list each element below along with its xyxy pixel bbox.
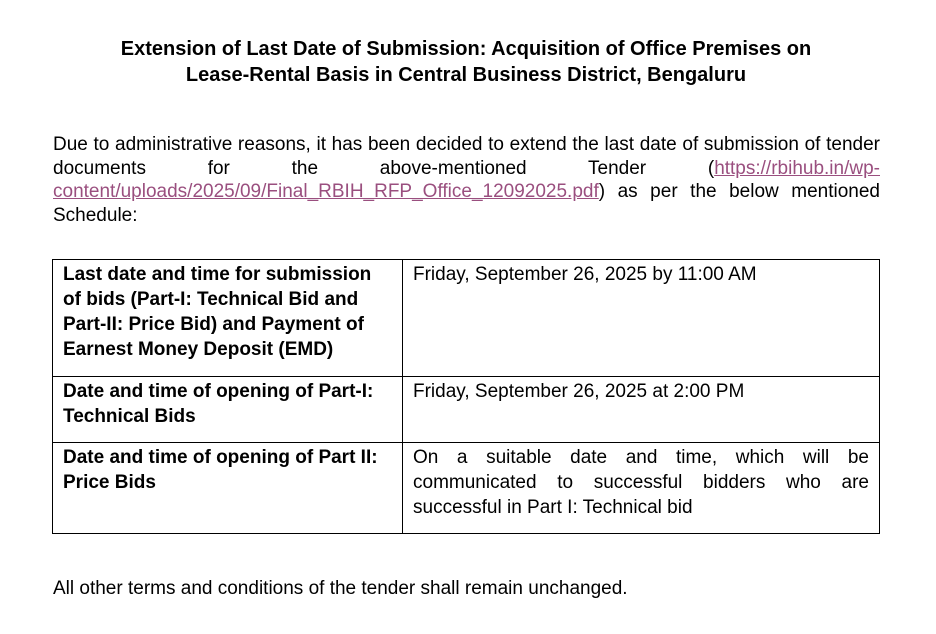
schedule-label-technical-opening: Date and time of opening of Part-I: Technical Bids <box>53 377 403 443</box>
table-row <box>53 377 880 443</box>
schedule-value-price-opening: On a suitable date and time, which will be communicated to successful bidders who are successful in Part I: Technical bid <box>403 443 880 534</box>
schedule-table <box>52 259 880 534</box>
table-row <box>53 443 880 534</box>
schedule-value-submission: Friday, September 26, 2025 by 11:00 AM <box>403 260 880 377</box>
schedule-label-price-opening: Date and time of opening of Part II: Price Bids <box>53 443 403 534</box>
document-title <box>60 36 872 88</box>
intro-text-before: Due to administrative reasons, it has been decided to extend the last date of submission of tender documents for the above-mentioned Tender ( <box>53 134 880 179</box>
schedule-value-technical-opening: Friday, September 26, 2025 at 2:00 PM <box>403 377 880 443</box>
closing-note: All other terms and conditions of the tender shall remain unchanged. <box>53 578 628 599</box>
schedule-label-submission: Last date and time for submission of bids (Part-I: Technical Bid and Part-II: Price Bid) and Payment of Earnest Money Deposit (EMD) <box>53 260 403 377</box>
intro-text-after: ) as per the below mentioned Schedule: <box>53 181 880 226</box>
intro-paragraph <box>53 133 880 227</box>
title-line-2: Lease-Rental Basis in Central Business District, Bengaluru <box>185 64 747 86</box>
title-line-1: Extension of Last Date of Submission: Acquisition of Office Premises on <box>120 38 812 60</box>
tender-document-link[interactable]: https://rbihub.in/wp-content/uploads/2025/09/Final_RBIH_RFP_Office_12092025.pdf <box>53 157 880 202</box>
table-row <box>53 260 880 377</box>
